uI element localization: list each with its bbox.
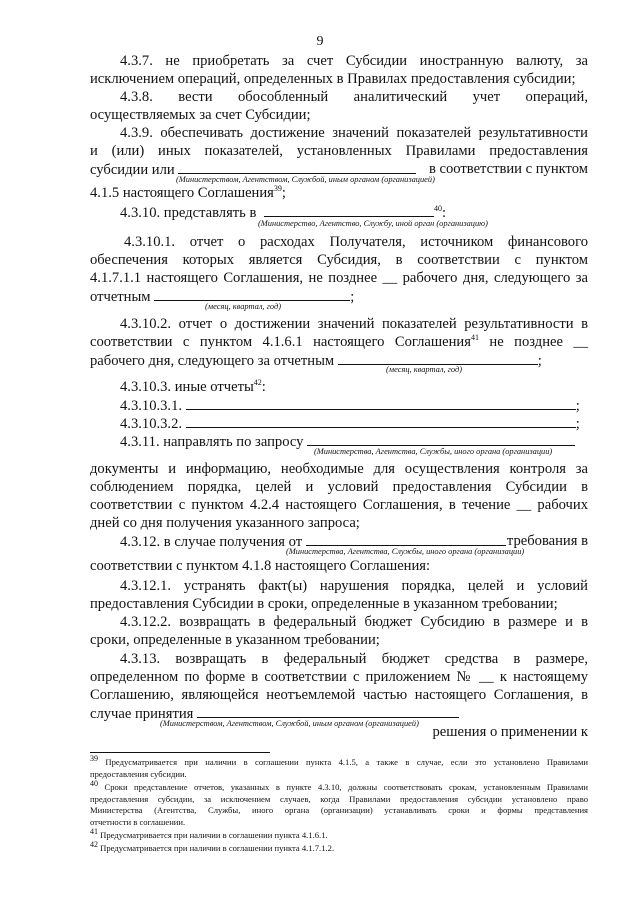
fill-in-line (338, 351, 538, 365)
page-number: 9 (316, 34, 324, 49)
footnote-ref: 41 (470, 333, 479, 343)
text-fragment: рабочего дня, следующего за отчетным (90, 353, 335, 369)
para-4-3-13-line3: Соглашению, являющейся неотъемлемой частью настоящего Соглашения, в (90, 687, 588, 703)
text-fragment: не позднее __ (489, 334, 588, 350)
para-4-3-11-line3: соблюдением порядка, целей и условий предоставления Субсидии в (90, 479, 588, 495)
footnote-line: предоставления субсидии. (90, 768, 187, 779)
para-4-3-10-3-2 (120, 414, 588, 432)
footnote-line: предоставления субсидии, за исключением случаев, когда Правилами предоставления субсидии установлено право (90, 793, 588, 804)
text-fragment: случае принятия (90, 706, 194, 722)
field-hint: (Министерством, Агентством, Службой, иным органом (организацией) (160, 719, 419, 728)
footnote-text: Предусматривается при наличии в соглашении пункта 4.1.6.1. (100, 830, 328, 840)
para-4-3-9-cont: и (или) иных показателей, установленных Правилами предоставления (90, 143, 588, 159)
para-4-3-10-1-line3: 4.1.7.1.1 настоящего Соглашения, не позднее __ рабочего дня, следующего за (90, 270, 588, 286)
para-4-3-12-1: 4.3.12.1. устранять факт(ы) нарушения порядка, целей и условий (120, 578, 588, 594)
text-fragment: в соответствии с пунктом (428, 161, 588, 177)
footnote-number: 42 (90, 840, 98, 850)
footnote-text: Предусматривается при наличии в соглашении пункта 4.1.7.1.2. (100, 843, 335, 853)
para-4-3-10-1-cont: обеспечения которых является Субсидия, в соответствии с пунктом (90, 252, 588, 268)
text-fragment: 4.3.10. представлять в (120, 205, 257, 221)
footnote-41 (90, 827, 588, 842)
text-fragment: субсидии или (90, 162, 175, 178)
para-4-3-9: 4.3.9. обеспечивать достижение значений показателей результативности (120, 125, 588, 141)
para-4-3-8: 4.3.8. вести обособленный аналитический учет операций, (120, 89, 588, 105)
para-4-3-7: 4.3.7. не приобретать за счет Субсидии иностранную валюту, за (120, 53, 588, 69)
footnote-40 (90, 779, 588, 828)
field-hint: (месяц, квартал, год) (205, 302, 282, 311)
para-4-3-10-3 (120, 378, 588, 396)
footnote-number: 39 (90, 754, 98, 764)
text-fragment: отчетным (90, 289, 151, 305)
para-4-3-10-1: 4.3.10.1. отчет о расходах Получателя, источником финансового (124, 234, 588, 250)
fill-in-line (178, 160, 416, 174)
text-fragment: 4.3.12. в случае получения от (120, 534, 303, 550)
footnote-separator (90, 752, 270, 753)
field-hint: (месяц, квартал, год) (386, 365, 463, 374)
footnote-line: отчетности в соглашении. (90, 816, 186, 827)
para-4-3-11-cont: документы и информацию, необходимые для осуществления контроля за (90, 461, 588, 477)
footnote-ref: 42 (253, 378, 262, 388)
fill-in-line (264, 203, 434, 217)
fill-in-line (186, 396, 576, 410)
text-fragment: ; (575, 398, 580, 414)
footnote-line (90, 840, 588, 855)
fill-in-line (186, 414, 576, 428)
para-4-3-7-cont: исключением операций, определенных в Правилах предоставления субсидии; (90, 71, 576, 87)
para-4-3-12-cont: соответствии с пунктом 4.1.8 настоящего Соглашения: (90, 558, 431, 574)
footnote-39 (90, 754, 589, 780)
para-4-3-10-1-line4 (90, 287, 588, 305)
para-4-3-13: 4.3.13. возвращать в федеральный бюджет средства в размере, (120, 651, 588, 667)
footnote-line: Министерства (Агентства, Службы, иного органа (организации) устанавливать сроки и формы представления (90, 805, 588, 815)
fill-in-line (154, 287, 350, 301)
para-4-3-10-3-1 (120, 396, 588, 414)
text-fragment: 4.3.10.3.2. (120, 416, 183, 432)
para-4-3-11-line5: дней со дня получения указанного запроса; (90, 515, 360, 531)
text-fragment: : (261, 379, 266, 395)
footnote-line (90, 754, 589, 769)
footnote-42 (90, 840, 588, 855)
fill-in-line (306, 532, 506, 546)
text-fragment: ; (575, 416, 580, 432)
field-hint: (Министерством, Агентством, Службой, иным органом (организацией) (176, 175, 435, 184)
text-fragment: соответствии с пунктом 4.1.6.1 настоящего Соглашения (90, 334, 471, 350)
text-fragment: решения о применении к (432, 724, 588, 740)
para-4-3-12-1-cont: предоставления Субсидии в сроки, определенные в указанном требовании; (90, 596, 558, 612)
field-hint: (Министерства, Агентства, Службы, иного органа (организации) (314, 447, 553, 456)
footnote-ref: 39 (273, 184, 282, 194)
field-hint: (Министерства, Агентства, Службы, иного органа (организации) (286, 547, 525, 556)
footnote-number: 41 (90, 827, 98, 837)
para-4-3-9-line4 (90, 184, 588, 202)
fill-in-line (307, 432, 575, 446)
para-4-3-11-line4: соответствии с пунктом 4.2.4 настоящего Соглашения, в течение __ рабочих (90, 497, 588, 513)
para-4-3-8-cont: осуществляемых за счет Субсидии; (90, 107, 311, 123)
footnote-number: 40 (90, 779, 98, 789)
text-fragment: требования в (506, 533, 588, 549)
para-4-3-10-2-cont (90, 333, 588, 351)
para-4-3-12-2: 4.3.12.2. возвращать в федеральный бюджет Субсидию в размере и в (120, 614, 588, 630)
text-fragment: ; (281, 185, 286, 201)
para-4-3-12-2-cont: сроки, определенные в указанном требовании; (90, 632, 380, 648)
text-fragment: ; (537, 353, 542, 369)
fill-in-line (197, 704, 459, 718)
text-fragment: 4.3.10.3.1. (120, 398, 183, 414)
footnote-line (90, 827, 588, 842)
text-fragment: : (442, 205, 447, 221)
para-4-3-10-2: 4.3.10.2. отчет о достижении значений показателей результативности в (120, 316, 588, 332)
text-fragment: 4.3.11. направлять по запросу (120, 434, 304, 450)
text-fragment: 4.1.5 настоящего Соглашения (90, 185, 274, 201)
footnote-text: Сроки представление отчетов, указанных в пункте 4.3.10, должны соответствовать срокам, установленным Правилами (104, 782, 588, 792)
field-hint: (Министерство, Агентство, Службу, иной орган (организацию) (258, 219, 488, 228)
text-fragment: 4.3.10.3. иные отчеты (120, 379, 254, 395)
footnote-text: Предусматривается при наличии в соглашении пункта 4.1.5, а также в случае, если это установлено Правилами (105, 757, 589, 767)
para-4-3-13-cont: определенном по форме в соответствии с приложением № __ к настоящему (90, 669, 588, 685)
para-4-3-10-2-line3 (90, 351, 588, 369)
text-fragment: ; (350, 289, 355, 305)
footnote-line (90, 779, 588, 794)
footnote-ref: 40 (434, 204, 443, 214)
